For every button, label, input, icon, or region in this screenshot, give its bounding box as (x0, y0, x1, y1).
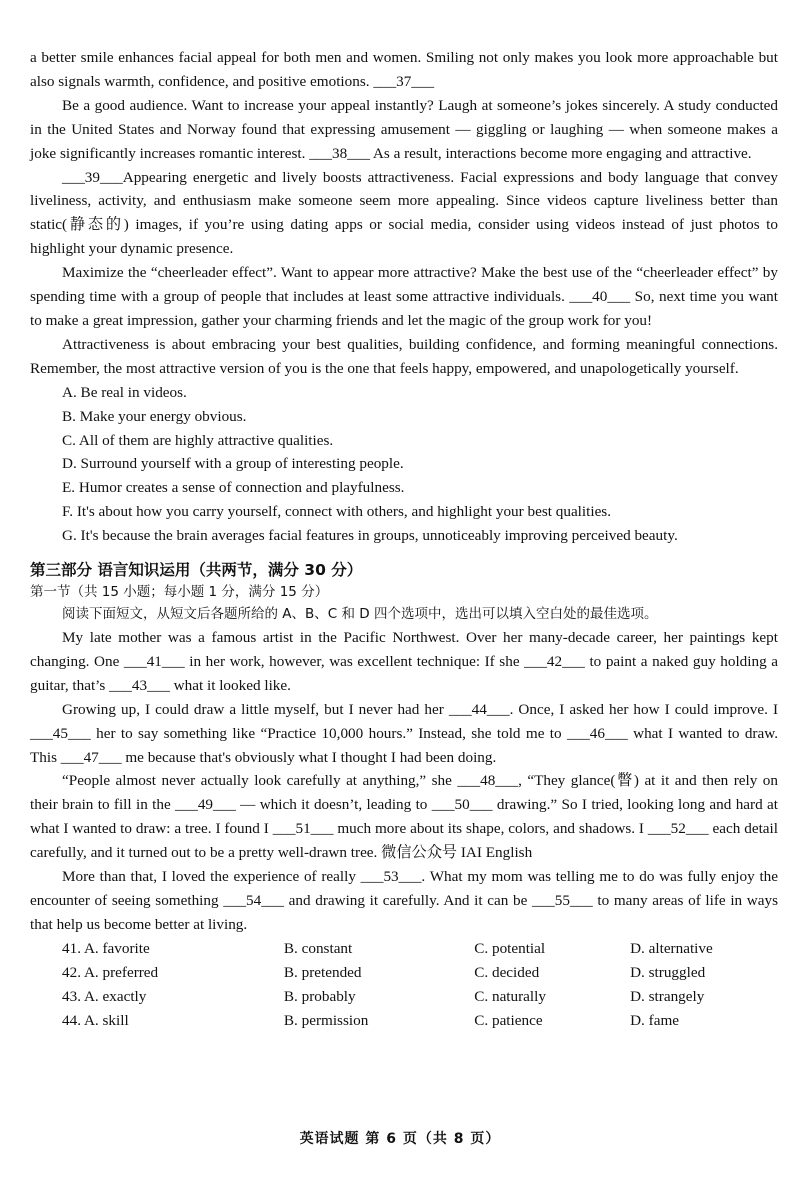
cloze-paragraph: My late mother was a famous artist in the Pacific Northwest. Over her many-decade career, her paintings kept changing. One ___41___ in her work, however, was excellent technique: If she ___42___ to paint a naked guy holding a guitar, that’s ___43___ what it looked like. (30, 629, 778, 694)
choice-a: 44. A. skill (62, 1011, 129, 1029)
exam-page (30, 46, 778, 1032)
passage-paragraph: Be a good audience. Want to increase your appeal instantly? Laugh at someone’s jokes sincerely. A study conducted in the United States and Norway found that expressing amusement — giggling or laughing — when someone makes a joke significantly increases romantic interest. ___38___ As a result, interactions become more engaging and attractive. (30, 96, 778, 162)
choice-b: B. permission (283, 1011, 369, 1029)
choice-c: C. patience (474, 1011, 543, 1029)
option-list (30, 381, 778, 548)
choice-c: C. potential (474, 939, 546, 957)
option-item: E. Humor creates a sense of connection and playfulness. (62, 479, 405, 497)
page-footer: 英语试题 第 6 页（共 8 页） (299, 1131, 501, 1147)
choice-c: C. decided (474, 963, 540, 981)
question-list (30, 937, 778, 1033)
cloze-paragraph: “People almost never actually look carefully at anything,” she ___48___, “They glance(瞥) at it and then rely on their brain to fill in the ___49___ — which it doesn’t, leading to ___50___ drawing.” So I tried, looking long and hard at what I wanted to draw: a tree. I found I ___51___ much more about its shape, colors, and shadows. I ___52___ each detail carefully, and it turned out to be a pretty well-drawn tree. 微信公众号 IAI English (30, 772, 778, 862)
choice-b: B. pretended (283, 963, 362, 981)
option-item: D. Surround yourself with a group of interesting people. (62, 455, 404, 473)
passage-paragraph: a better smile enhances facial appeal for both men and women. Smiling not only makes you look more approachable but also signals warmth, confidence, and positive emotions. ___37___ (30, 49, 778, 90)
cloze-paragraph: Growing up, I could draw a little myself, but I never had her ___44___. Once, I asked her how I could improve. I ___45___ her to say something like “Practice 10,000 hours.” Instead, she told me to ___46___ what I wanted to draw. This ___47___ me because that's obviously what I thought I had been doing. (30, 700, 778, 766)
question-row (30, 1009, 778, 1033)
part3-title: 第三部分 语言知识运用（共两节，满分 30 分） (30, 561, 363, 580)
passage-paragraph: Maximize the “cheerleader effect”. Want to appear more attractive? Make the best use of the “cheerleader effect” by spending time with a group of people that includes at least some attractive individuals. ___40___ So, next time you want to make a great impression, gather your charming friends and let the magic of the group work for you! (30, 264, 778, 329)
option-item: A. Be real in videos. (62, 383, 187, 401)
section1-title: 第一节（共 15 小题；每小题 1 分，满分 15 分） (30, 584, 329, 601)
choice-d: D. alternative (630, 939, 713, 957)
passage-paragraph: Attractiveness is about embracing your best qualities, building confidence, and forming meaningful connections. Remember, the most attractive version of you is the one that feels happy, empowered, and unapologetically yourself. (30, 335, 778, 377)
question-row (30, 937, 778, 961)
choice-d: D. struggled (630, 963, 706, 981)
question-row (30, 961, 778, 985)
choice-a: 41. A. favorite (62, 939, 150, 957)
option-item: G. It's because the brain averages facial features in groups, unnoticeably improving perceived beauty. (62, 527, 678, 545)
choice-d: D. strangely (630, 987, 705, 1005)
choice-b: B. constant (283, 939, 353, 957)
instruction: 阅读下面短文，从短文后各题所给的 A、B、C 和 D 四个选项中，选出可以填入空白处的最佳选项。 (62, 606, 658, 623)
choice-d: D. fame (630, 1011, 679, 1029)
cloze-paragraph: More than that, I loved the experience of really ___53___. What my mom was telling me to do was fully enjoy the encounter of seeing something ___54___ and drawing it carefully. And it can be ___55___ to many areas of life in ways that help us become better at living. (30, 868, 778, 933)
choice-b: B. probably (283, 987, 356, 1005)
option-item: C. All of them are highly attractive qualities. (62, 431, 334, 449)
question-row (30, 985, 778, 1009)
passage-paragraph: ___39___Appearing energetic and lively boosts attractiveness. Facial expressions and body language that convey liveliness, activity, and enthusiasm make someone seem more appealing. Since videos capture liveliness better than static(静态的) images, if you’re using dating apps or social media, consider using videos instead of just photos to highlight your dynamic presence. (30, 168, 778, 258)
option-item: F. It's about how you carry yourself, connect with others, and highlight your best qualities. (62, 503, 612, 521)
choice-a: 43. A. exactly (62, 987, 147, 1005)
choice-a: 42. A. preferred (62, 963, 159, 981)
option-item: B. Make your energy obvious. (62, 407, 247, 425)
choice-c: C. naturally (474, 987, 546, 1005)
